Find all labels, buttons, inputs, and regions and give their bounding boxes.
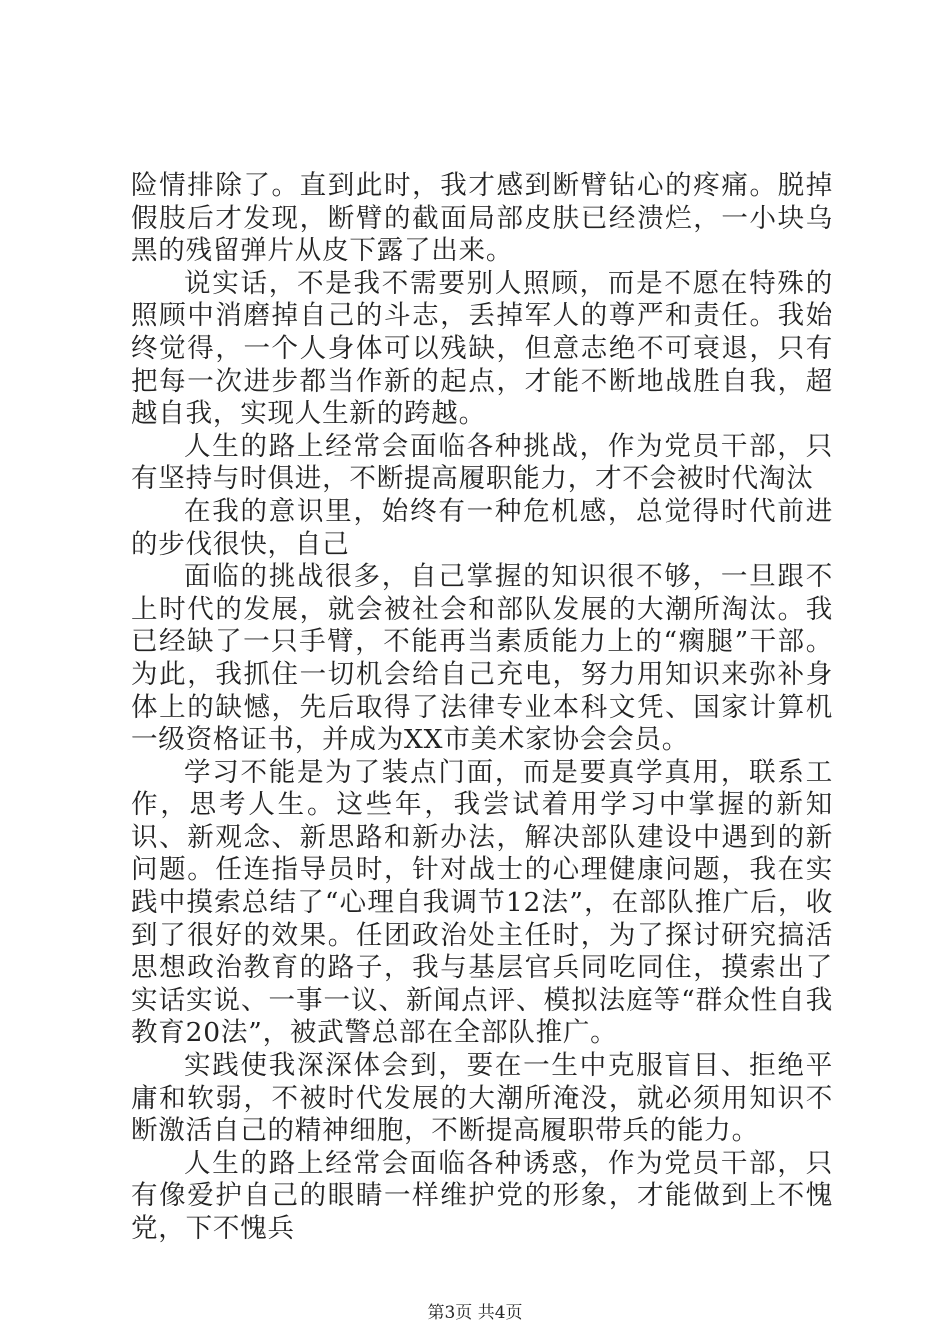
paragraph: 实践使我深深体会到，要在一生中克服盲目、拒绝平庸和软弱，不被时代发展的大潮所淹没，就必须用知识不断激活自己的精神细胞，不断提高履职带兵的能力。 bbox=[131, 1050, 833, 1147]
paragraph: 在我的意识里，始终有一种危机感，总觉得时代前进的步伐很快，自己 bbox=[131, 495, 833, 560]
paragraph: 险情排除了。直到此时，我才感到断臂钻心的疼痛。脱掉假肢后才发现，断臂的截面局部皮肤已经溃烂，一小块乌黑的残留弹片从皮下露了出来。 bbox=[131, 170, 833, 267]
document-body bbox=[131, 170, 833, 1246]
paragraph: 面临的挑战很多，自己掌握的知识很不够，一旦跟不上时代的发展，就会被社会和部队发展的大潮所淘汰。我已经缺了一只手臂，不能再当素质能力上的“瘸腿”干部。为此，我抓住一切机会给自己充电，努力用知识来弥补身体上的缺憾，先后取得了法律专业本科文凭、国家计算机一级资格证书，并成为XX市美术家协会会员。 bbox=[131, 561, 833, 756]
paragraph: 人生的路上经常会面临各种诱惑，作为党员干部，只有像爱护自己的眼睛一样维护党的形象，才能做到上不愧党，下不愧兵 bbox=[131, 1147, 833, 1244]
page-number-footer: 第3页 共4页 bbox=[427, 1303, 523, 1323]
paragraph: 人生的路上经常会面临各种挑战，作为党员干部，只有坚持与时俱进，不断提高履职能力，才不会被时代淘汰 bbox=[131, 430, 833, 495]
paragraph: 说实话，不是我不需要别人照顾，而是不愿在特殊的照顾中消磨掉自己的斗志，丢掉军人的尊严和责任。我始终觉得，一个人身体可以残缺，但意志绝不可衰退，只有把每一次进步都当作新的起点，才能不断地战胜自我，超越自我，实现人生新的跨越。 bbox=[131, 267, 833, 430]
paragraph: 学习不能是为了装点门面，而是要真学真用，联系工作，思考人生。这些年，我尝试着用学习中掌握的新知识、新观念、新思路和新办法，解决部队建设中遇到的新问题。任连指导员时，针对战士的心理健康问题，我在实践中摸索总结了“心理自我调节12法”，在部队推广后，收到了很好的效果。任团政治处主任时，为了探讨研究搞活思想政治教育的路子，我与基层官兵同吃同住，摸索出了实话实说、一事一议、新闻点评、模拟法庭等“群众性自我教育20法”，被武警总部在全部队推广。 bbox=[131, 756, 833, 1049]
